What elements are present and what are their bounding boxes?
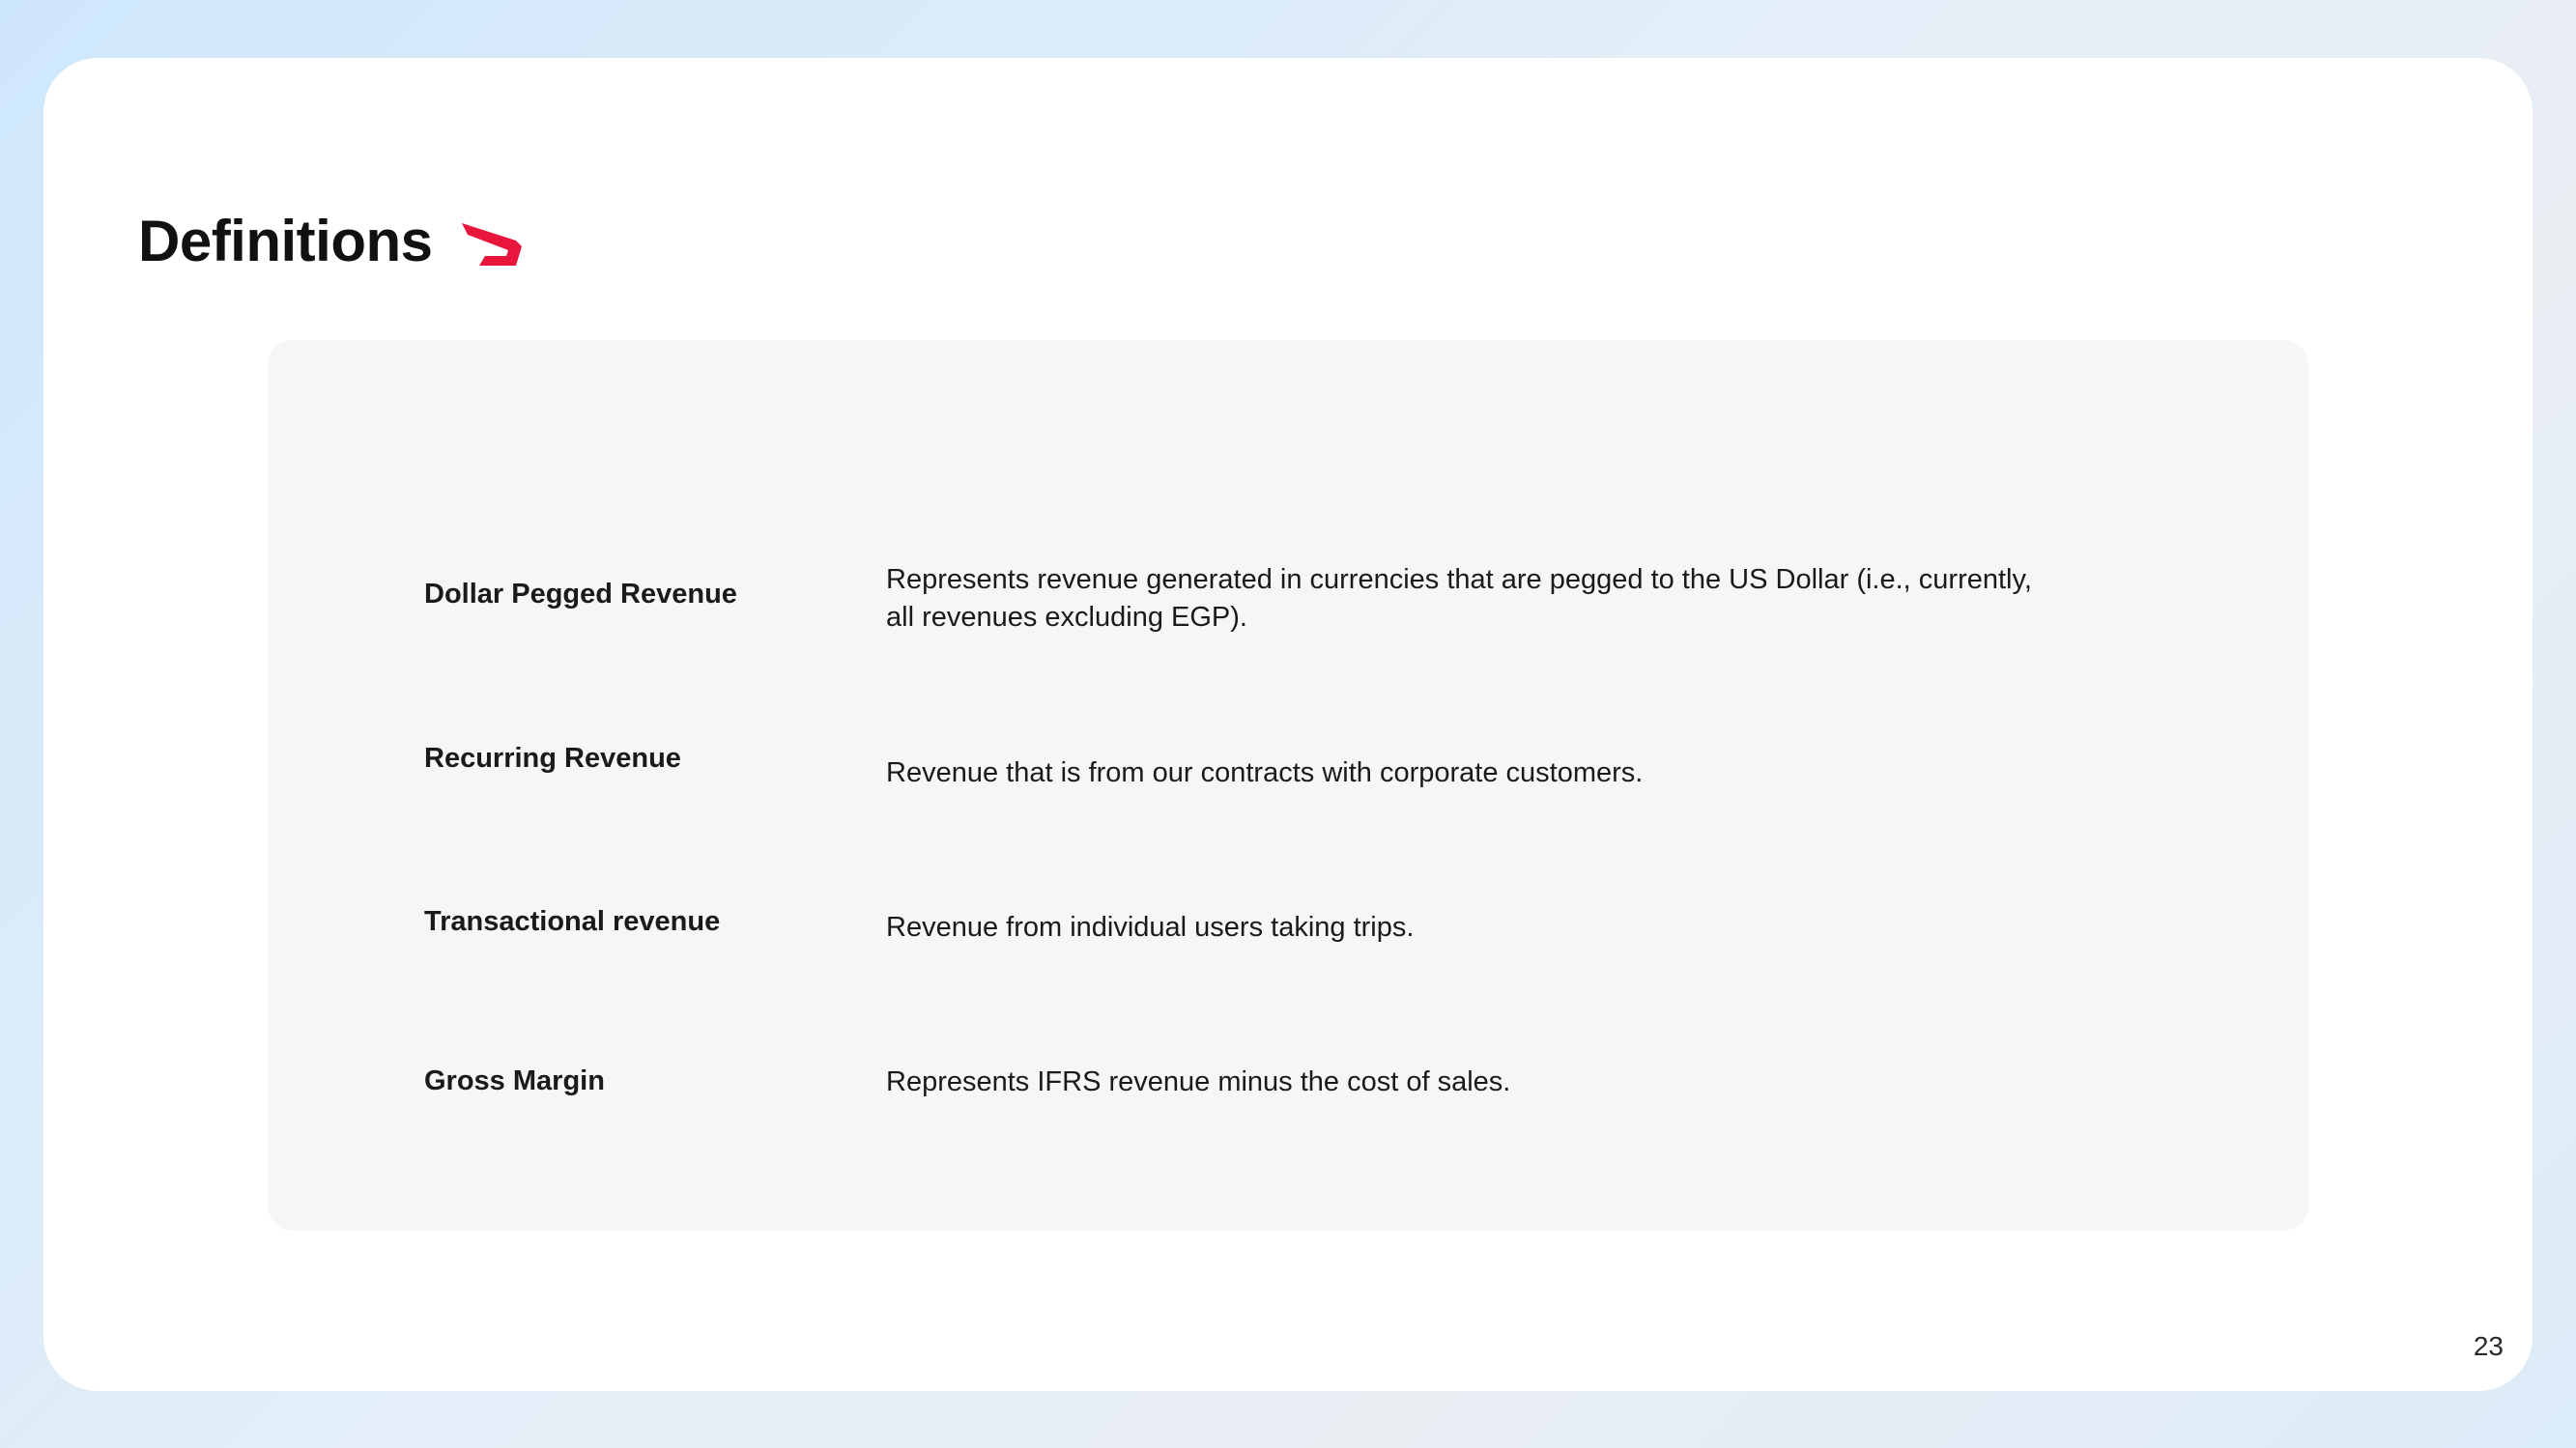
slide (43, 58, 2533, 1391)
definition-term-recurring-revenue: Recurring Revenue (424, 743, 681, 774)
page-number: 23 (2473, 1331, 2504, 1361)
definitions-panel (268, 340, 2308, 1231)
definition-term-dollar-pegged-revenue: Dollar Pegged Revenue (424, 579, 737, 610)
definition-description-dollar-pegged-revenue: Represents revenue generated in currencies that are pegged to the US Dollar (i.e., currently, all revenues excluding EGP). (886, 564, 2032, 633)
definition-description-recurring-revenue: Revenue that is from our contracts with corporate customers. (886, 757, 1644, 788)
definition-description-transactional-revenue: Revenue from individual users taking trips. (886, 912, 1415, 943)
page-title: Definitions (138, 209, 433, 273)
definition-term-transactional-revenue: Transactional revenue (424, 906, 721, 937)
definition-term-gross-margin: Gross Margin (424, 1065, 605, 1096)
definition-description-gross-margin: Represents IFRS revenue minus the cost of sales. (886, 1066, 1511, 1097)
title-row (138, 209, 522, 273)
chevron-arrow-icon (462, 221, 522, 268)
